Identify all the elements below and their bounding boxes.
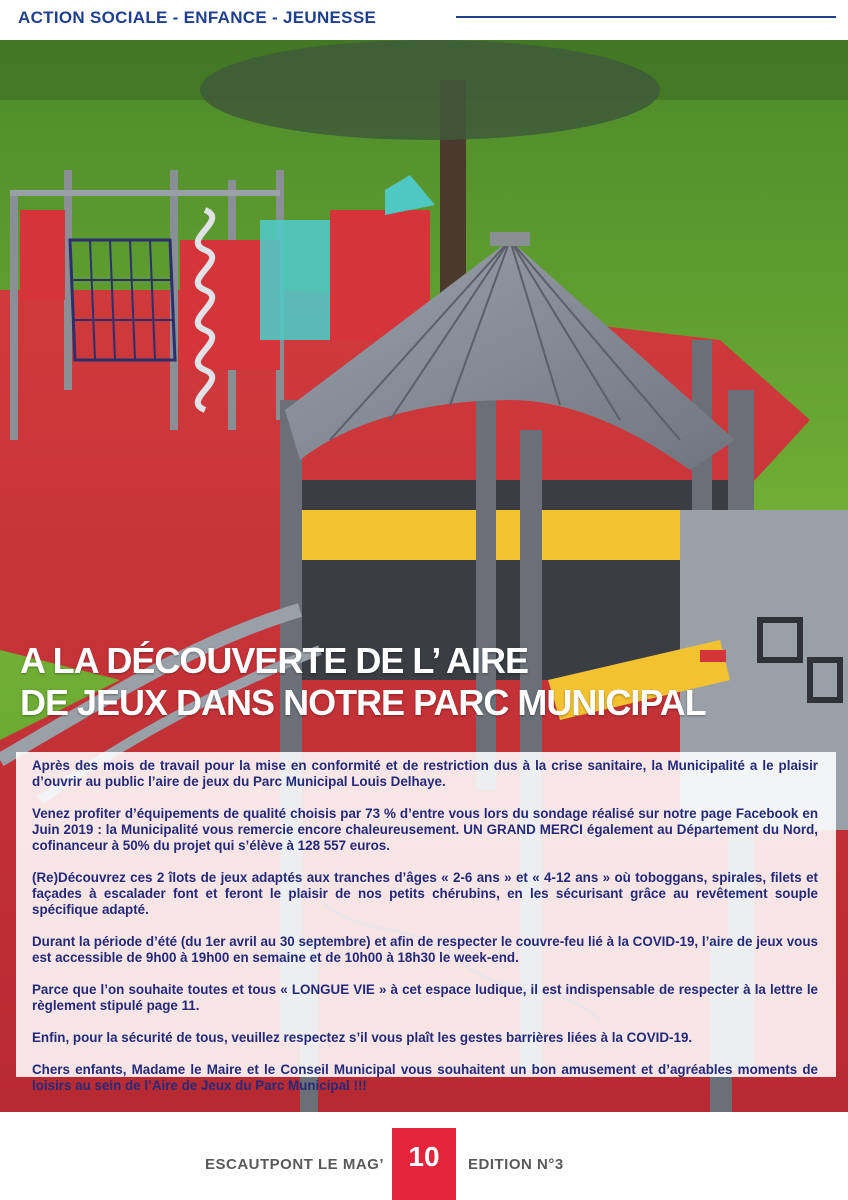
paragraph: Enfin, pour la sécurité de tous, veuillez respectez s’il vous plaît les gestes barrières liées à la COVID-19.	[32, 1030, 693, 1045]
paragraph: Durant la période d’été (du 1er avril au 30 septembre) et afin de respecter le couvre-feu lié à la COVID-19, l’aire de jeux vous est accessible de 9h00 à 19h00 en semaine et de 10h00 à 18h30 le week-end.	[32, 934, 818, 965]
header-rule	[456, 16, 836, 18]
page-footer	[0, 1112, 848, 1200]
section-title: ACTION SOCIALE - ENFANCE - JEUNESSE	[18, 8, 377, 27]
paragraph: Chers enfants, Madame le Maire et le Conseil Municipal vous souhaitent un bon amusement et d’agréables moments de loisirs au sein de l’Aire de Jeux du Parc Municipal !!!	[32, 1062, 818, 1093]
magazine-name: ESCAUTPONT LE MAG’	[204, 1156, 384, 1173]
paragraph: Venez profiter d’équipements de qualité choisis par 73 % d’entre vous lors du sondage réalisé sur notre page Facebook en Juin 2019 : la Municipalité vous remercie encore chaleureusement. UN GRAND MERCI également au Département du Nord, cofinanceur à 50% du projet qui s’élève à 128 557 euros.	[32, 806, 818, 853]
tree-foliage	[200, 40, 660, 140]
page-header	[0, 0, 848, 40]
paragraph: (Re)Découvrez ces 2 îlots de jeux adaptés aux tranches d’âges « 2-6 ans » et « 4-12 ans » où toboggans, spirales, filets et façades à escalader font et feront le plaisir de nos petits chérubins, en les sécurisant grâce au revêtement souple spécifique adapté.	[32, 870, 818, 917]
page-number: 10	[392, 1128, 456, 1200]
edition-label: EDITION N°3	[468, 1156, 564, 1173]
headline-line-2: DE JEUX DANS NOTRE PARC MUNICIPAL	[20, 682, 706, 723]
paragraph: Parce que l’on souhaite toutes et tous « LONGUE VIE » à cet espace ludique, il est indispensable de respecter à la lettre le règlement stipulé page 11.	[32, 982, 818, 1013]
paragraph: Après des mois de travail pour la mise en conformité et de restriction dus à la crise sanitaire, la Municipalité a le plaisir d’ouvrir au public l’aire de jeux du Parc Municipal Louis Delhaye.	[32, 758, 818, 789]
headline-line-1: A LA DÉCOUVERTE DE L’ AIRE	[20, 640, 529, 681]
article-body	[16, 752, 836, 1093]
article-headline	[20, 640, 840, 724]
